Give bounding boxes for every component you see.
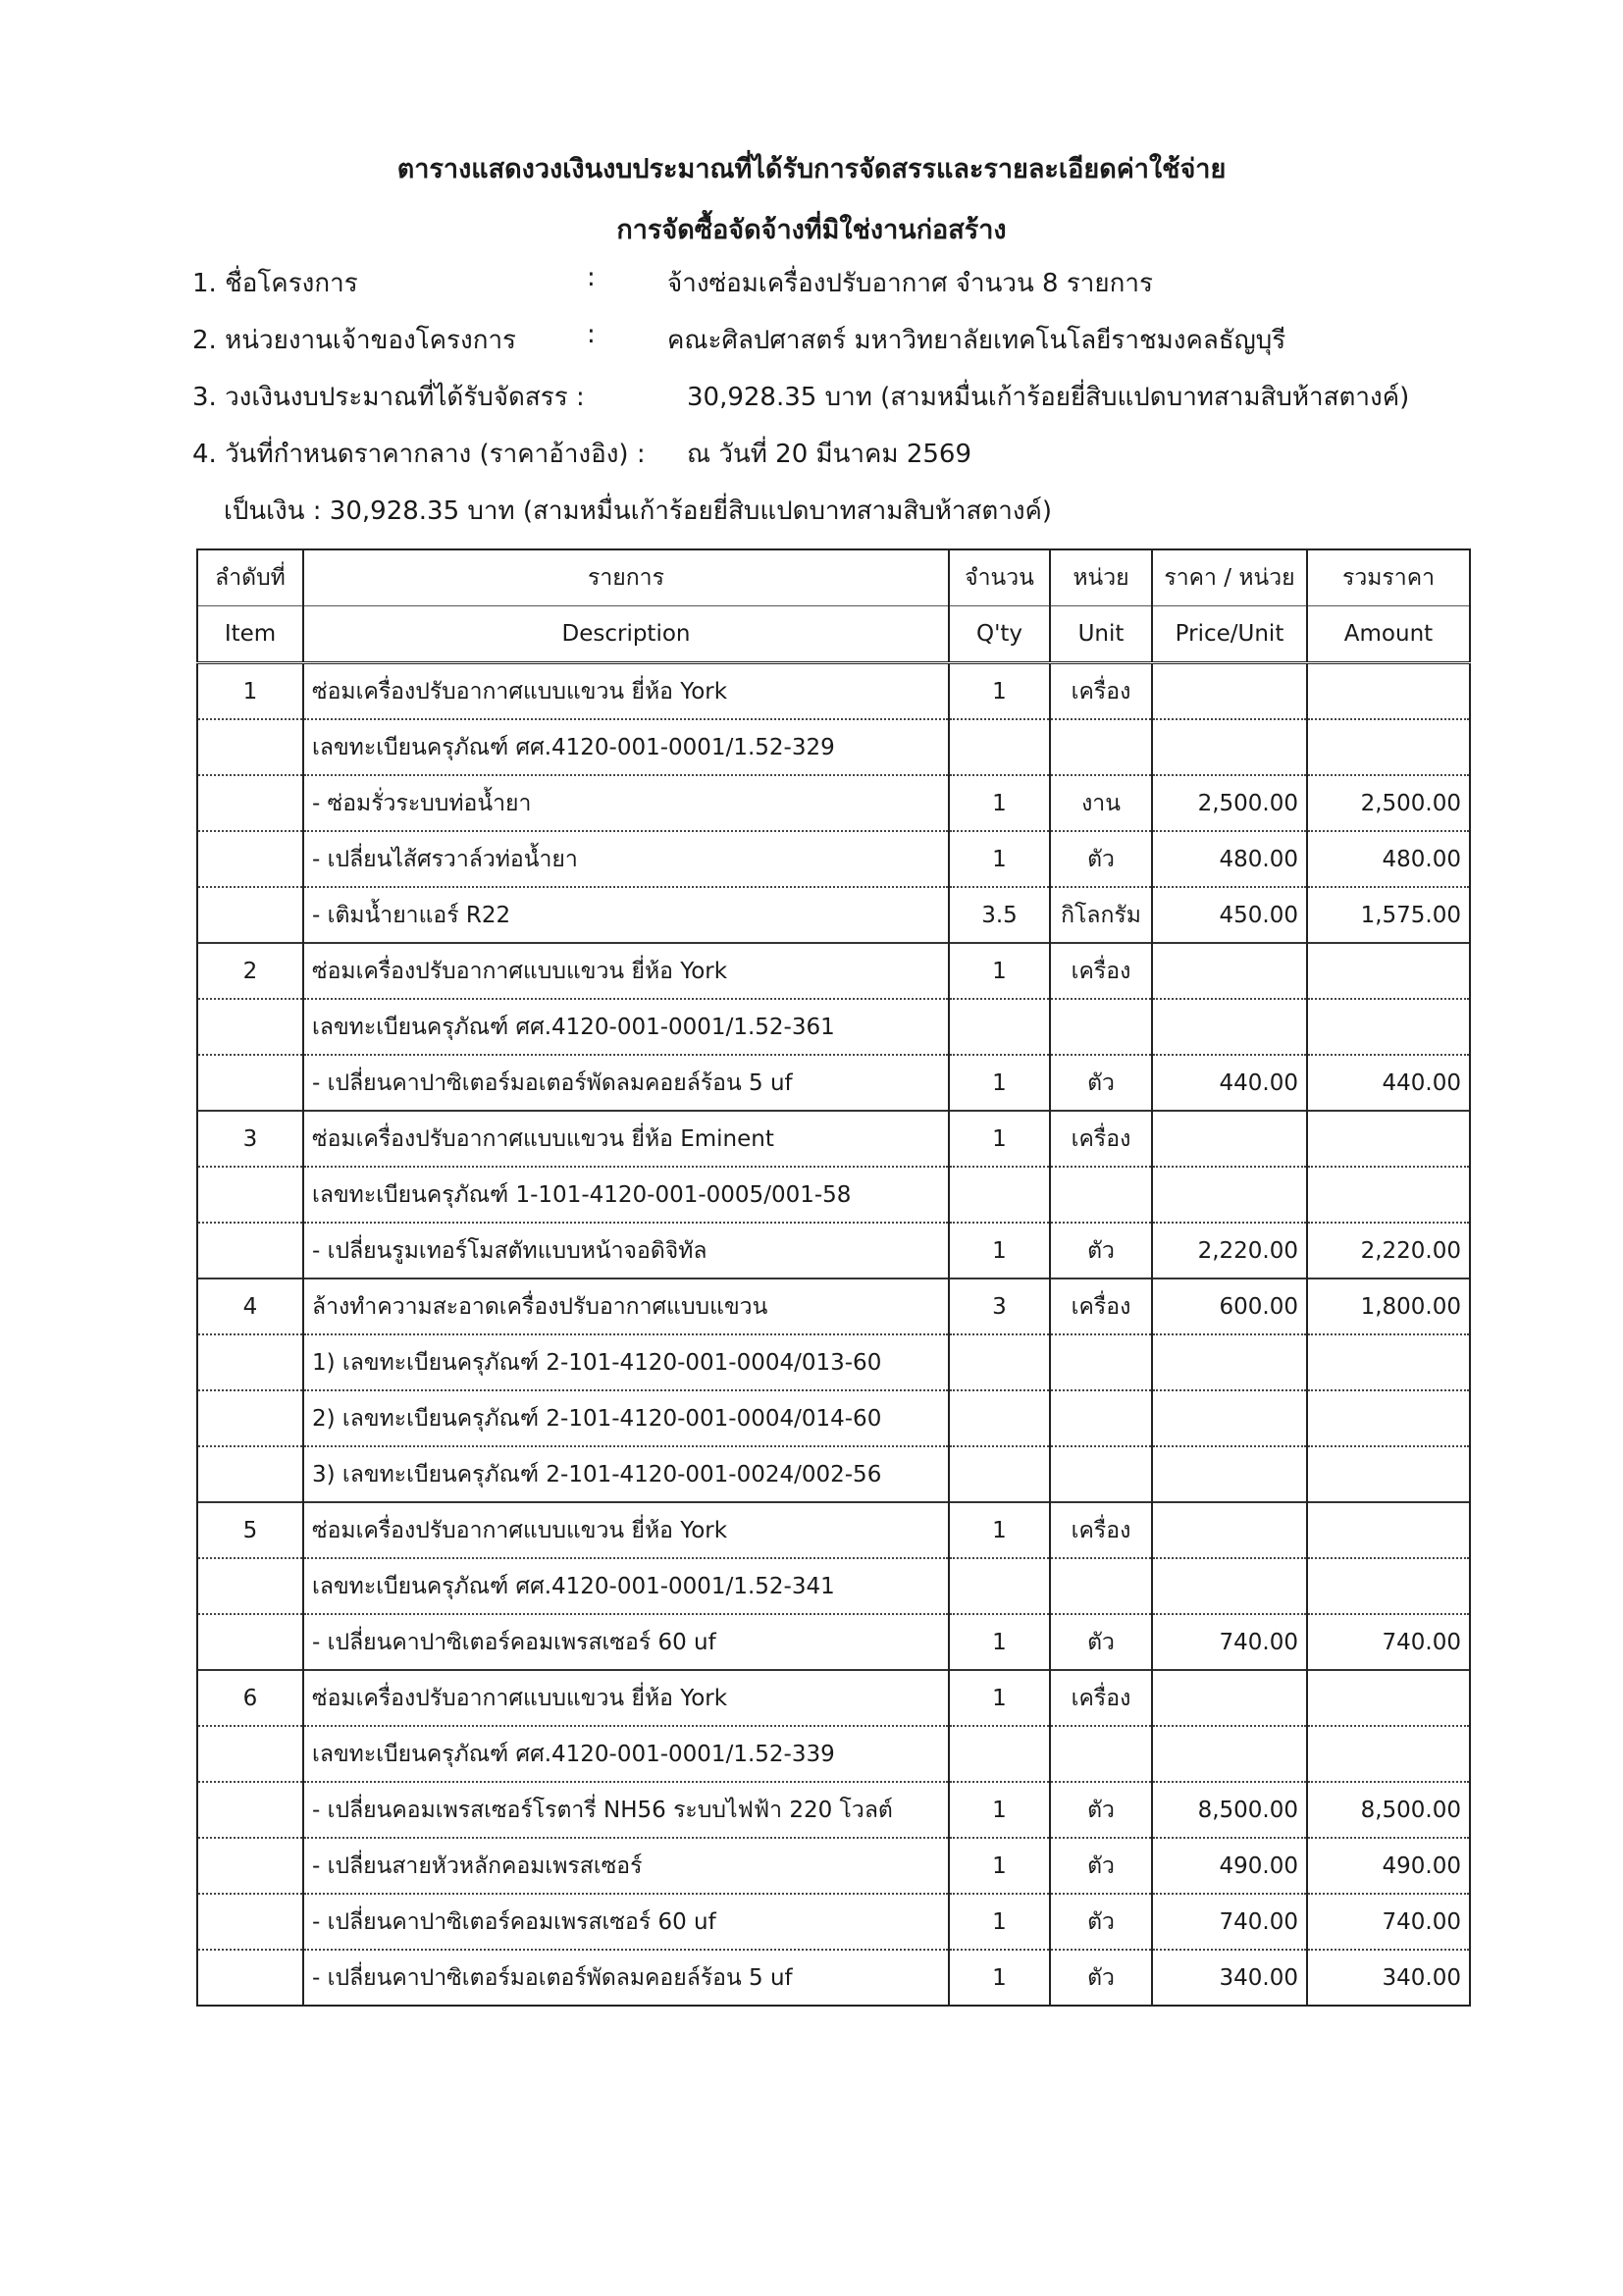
unit-cell: เครื่อง — [1050, 1278, 1152, 1334]
unit-price-cell — [1152, 719, 1307, 775]
unit-cell — [1050, 999, 1152, 1055]
quantity-cell: 1 — [949, 943, 1050, 999]
unit-cell — [1050, 1726, 1152, 1782]
quantity-cell: 3 — [949, 1278, 1050, 1334]
quantity-cell: 1 — [949, 1670, 1050, 1726]
unit-price-cell — [1152, 943, 1307, 999]
project-owner-colon: : — [587, 320, 596, 349]
item-number-cell — [197, 775, 303, 831]
table-row — [197, 1390, 1470, 1446]
unit-cell — [1050, 1167, 1152, 1223]
table-row — [197, 1111, 1470, 1167]
table-row — [197, 1223, 1470, 1278]
description-cell: - เปลี่ยนไส้ศรวาล์วท่อน้ำยา — [303, 831, 949, 887]
amount-cell — [1307, 1502, 1470, 1558]
table-row — [197, 999, 1470, 1055]
unit-cell: ตัว — [1050, 1782, 1152, 1838]
amount-cell: 480.00 — [1307, 831, 1470, 887]
unit-cell: กิโลกรัม — [1050, 887, 1152, 943]
unit-price-cell: 2,220.00 — [1152, 1223, 1307, 1278]
item-number-cell — [197, 1446, 303, 1502]
header-qty-en: Q'ty — [949, 606, 1050, 663]
unit-cell: ตัว — [1050, 1950, 1152, 2006]
description-cell: เลขทะเบียนครุภัณฑ์ ศศ.4120-001-0001/1.52-361 — [303, 999, 949, 1055]
table-row — [197, 719, 1470, 775]
item-number-cell — [197, 1223, 303, 1278]
item-number-cell — [197, 999, 303, 1055]
unit-price-cell — [1152, 1390, 1307, 1446]
unit-cell — [1050, 1390, 1152, 1446]
unit-cell: เครื่อง — [1050, 1111, 1152, 1167]
unit-cell: งาน — [1050, 775, 1152, 831]
description-cell: - เปลี่ยนคาปาซิเตอร์มอเตอร์พัดลมคอยล์ร้อน 5 uf — [303, 1950, 949, 2006]
table-row — [197, 1502, 1470, 1558]
reference-date-row — [0, 434, 1623, 473]
unit-cell: ตัว — [1050, 1838, 1152, 1894]
header-unit-th: หน่วย — [1050, 549, 1152, 606]
quantity-cell — [949, 1167, 1050, 1223]
unit-cell — [1050, 719, 1152, 775]
unit-price-cell — [1152, 1167, 1307, 1223]
header-description-en: Description — [303, 606, 949, 663]
unit-price-cell: 340.00 — [1152, 1950, 1307, 2006]
header-unit-en: Unit — [1050, 606, 1152, 663]
unit-price-cell: 480.00 — [1152, 831, 1307, 887]
project-name-row — [0, 263, 1623, 302]
quantity-cell: 1 — [949, 1782, 1050, 1838]
quantity-cell: 1 — [949, 1055, 1050, 1111]
table-row — [197, 1055, 1470, 1111]
table-row — [197, 1446, 1470, 1502]
item-number-cell — [197, 1055, 303, 1111]
unit-price-cell: 740.00 — [1152, 1614, 1307, 1670]
unit-price-cell: 490.00 — [1152, 1838, 1307, 1894]
amount-cell — [1307, 1558, 1470, 1614]
unit-price-cell — [1152, 999, 1307, 1055]
quantity-cell — [949, 1334, 1050, 1390]
amount-cell — [1307, 1390, 1470, 1446]
table-row — [197, 1950, 1470, 2006]
item-number-cell — [197, 1334, 303, 1390]
item-number-cell — [197, 887, 303, 943]
description-cell: - เปลี่ยนสายหัวหลักคอมเพรสเซอร์ — [303, 1838, 949, 1894]
table-row — [197, 1838, 1470, 1894]
table-row — [197, 943, 1470, 999]
item-number-cell — [197, 1726, 303, 1782]
unit-price-cell: 2,500.00 — [1152, 775, 1307, 831]
table-row — [197, 1614, 1470, 1670]
amount-cell — [1307, 1167, 1470, 1223]
project-name-colon: : — [587, 263, 596, 292]
amount-cell — [1307, 943, 1470, 999]
quantity-cell: 1 — [949, 1502, 1050, 1558]
item-number-cell — [197, 1390, 303, 1446]
unit-cell: ตัว — [1050, 1614, 1152, 1670]
table-row — [197, 1558, 1470, 1614]
amount-cell: 2,220.00 — [1307, 1223, 1470, 1278]
unit-price-cell — [1152, 1334, 1307, 1390]
unit-cell: ตัว — [1050, 1894, 1152, 1950]
unit-price-cell: 440.00 — [1152, 1055, 1307, 1111]
budget-row — [0, 377, 1623, 416]
quantity-cell: 1 — [949, 775, 1050, 831]
project-name-value: จ้างซ่อมเครื่องปรับอากาศ จำนวน 8 รายการ — [667, 269, 1153, 298]
description-cell: เลขทะเบียนครุภัณฑ์ ศศ.4120-001-0001/1.52-339 — [303, 1726, 949, 1782]
amount-cell — [1307, 1726, 1470, 1782]
table-row — [197, 887, 1470, 943]
unit-cell: เครื่อง — [1050, 943, 1152, 999]
table-row — [197, 1894, 1470, 1950]
unit-price-cell — [1152, 663, 1307, 720]
description-cell: 1) เลขทะเบียนครุภัณฑ์ 2-101-4120-001-0004/013-60 — [303, 1334, 949, 1390]
description-cell: เลขทะเบียนครุภัณฑ์ ศศ.4120-001-0001/1.52-329 — [303, 719, 949, 775]
quantity-cell: 1 — [949, 1111, 1050, 1167]
budget-label: 3. วงเงินงบประมาณที่ได้รับจัดสรร : — [192, 383, 585, 412]
item-number-cell: 6 — [197, 1670, 303, 1726]
quantity-cell: 1 — [949, 1950, 1050, 2006]
document-title: ตารางแสดงวงเงินงบประมาณที่ได้รับการจัดสรรและรายละเอียดค่าใช้จ่าย — [396, 154, 1227, 184]
price-breakdown-table — [196, 548, 1471, 2007]
item-number-cell — [197, 1838, 303, 1894]
table-row — [197, 831, 1470, 887]
description-cell: เลขทะเบียนครุภัณฑ์ 1-101-4120-001-0005/001-58 — [303, 1167, 949, 1223]
reference-date-value: ณ วันที่ 20 มีนาคม 2569 — [687, 440, 971, 469]
quantity-cell — [949, 1558, 1050, 1614]
quantity-cell: 1 — [949, 1614, 1050, 1670]
document-subtitle: การจัดซื้อจัดจ้างที่มิใช่งานก่อสร้าง — [616, 215, 1007, 245]
table-row — [197, 1670, 1470, 1726]
quantity-cell — [949, 719, 1050, 775]
item-number-cell: 1 — [197, 663, 303, 720]
description-cell: ซ่อมเครื่องปรับอากาศแบบแขวน ยี่ห้อ York — [303, 1502, 949, 1558]
description-cell: - เติมน้ำยาแอร์ R22 — [303, 887, 949, 943]
header-item-th: ลำดับที่ — [197, 549, 303, 606]
quantity-cell: 1 — [949, 1838, 1050, 1894]
quantity-cell: 1 — [949, 831, 1050, 887]
amount-cell: 8,500.00 — [1307, 1782, 1470, 1838]
description-cell: ซ่อมเครื่องปรับอากาศแบบแขวน ยี่ห้อ York — [303, 943, 949, 999]
unit-price-cell: 8,500.00 — [1152, 1782, 1307, 1838]
table-row — [197, 1278, 1470, 1334]
item-number-cell: 2 — [197, 943, 303, 999]
table-row — [197, 663, 1470, 720]
quantity-cell: 1 — [949, 663, 1050, 720]
amount-cell: 1,575.00 — [1307, 887, 1470, 943]
description-cell: เลขทะเบียนครุภัณฑ์ ศศ.4120-001-0001/1.52-341 — [303, 1558, 949, 1614]
quantity-cell — [949, 999, 1050, 1055]
amount-cell — [1307, 719, 1470, 775]
table-row — [197, 1726, 1470, 1782]
header-amount-en: Amount — [1307, 606, 1470, 663]
table-header-row-english — [197, 606, 1470, 663]
description-cell: - เปลี่ยนคาปาซิเตอร์คอมเพรสเซอร์ 60 uf — [303, 1614, 949, 1670]
item-number-cell — [197, 1782, 303, 1838]
unit-cell: เครื่อง — [1050, 1502, 1152, 1558]
total-amount-line: เป็นเงิน : 30,928.35 บาท (สามหมื่นเก้าร้อยยี่สิบแปดบาทสามสิบห้าสตางค์) — [224, 496, 1053, 526]
description-cell: ซ่อมเครื่องปรับอากาศแบบแขวน ยี่ห้อ Eminent — [303, 1111, 949, 1167]
item-number-cell — [197, 1894, 303, 1950]
header-item-en: Item — [197, 606, 303, 663]
unit-cell — [1050, 1446, 1152, 1502]
item-number-cell — [197, 1167, 303, 1223]
unit-price-cell — [1152, 1111, 1307, 1167]
item-number-cell — [197, 1614, 303, 1670]
unit-price-cell — [1152, 1446, 1307, 1502]
header-description-th: รายการ — [303, 549, 949, 606]
amount-cell — [1307, 1111, 1470, 1167]
unit-price-cell — [1152, 1670, 1307, 1726]
item-number-cell — [197, 1950, 303, 2006]
unit-price-cell — [1152, 1502, 1307, 1558]
amount-cell — [1307, 1670, 1470, 1726]
unit-price-cell: 740.00 — [1152, 1894, 1307, 1950]
unit-cell — [1050, 1558, 1152, 1614]
project-owner-value: คณะศิลปศาสตร์ มหาวิทยาลัยเทคโนโลยีราชมงคลธัญบุรี — [667, 326, 1286, 355]
unit-cell — [1050, 1334, 1152, 1390]
unit-price-cell: 450.00 — [1152, 887, 1307, 943]
header-amount-th: รวมราคา — [1307, 549, 1470, 606]
unit-cell: เครื่อง — [1050, 1670, 1152, 1726]
project-owner-row — [0, 320, 1623, 359]
amount-cell: 2,500.00 — [1307, 775, 1470, 831]
description-cell: ล้างทำความสะอาดเครื่องปรับอากาศแบบแขวน — [303, 1278, 949, 1334]
item-number-cell: 4 — [197, 1278, 303, 1334]
description-cell: - เปลี่ยนคาปาซิเตอร์คอมเพรสเซอร์ 60 uf — [303, 1894, 949, 1950]
amount-cell — [1307, 1334, 1470, 1390]
item-number-cell — [197, 1558, 303, 1614]
amount-cell — [1307, 1446, 1470, 1502]
item-number-cell: 3 — [197, 1111, 303, 1167]
item-number-cell: 5 — [197, 1502, 303, 1558]
table-header-row-thai — [197, 549, 1470, 606]
unit-price-cell — [1152, 1726, 1307, 1782]
project-name-label: 1. ชื่อโครงการ — [192, 269, 358, 298]
unit-cell: ตัว — [1050, 1055, 1152, 1111]
amount-cell: 340.00 — [1307, 1950, 1470, 2006]
quantity-cell — [949, 1390, 1050, 1446]
amount-cell: 740.00 — [1307, 1614, 1470, 1670]
quantity-cell: 3.5 — [949, 887, 1050, 943]
unit-cell: ตัว — [1050, 831, 1152, 887]
amount-cell: 440.00 — [1307, 1055, 1470, 1111]
quantity-cell: 1 — [949, 1894, 1050, 1950]
unit-price-cell: 600.00 — [1152, 1278, 1307, 1334]
description-cell: ซ่อมเครื่องปรับอากาศแบบแขวน ยี่ห้อ York — [303, 663, 949, 720]
description-cell: 2) เลขทะเบียนครุภัณฑ์ 2-101-4120-001-0004/014-60 — [303, 1390, 949, 1446]
unit-cell: ตัว — [1050, 1223, 1152, 1278]
budget-value: 30,928.35 บาท (สามหมื่นเก้าร้อยยี่สิบแปดบาทสามสิบห้าสตางค์) — [687, 383, 1410, 412]
description-cell: - เปลี่ยนรูมเทอร์โมสตัทแบบหน้าจอดิจิทัล — [303, 1223, 949, 1278]
table-row — [197, 1334, 1470, 1390]
project-owner-label: 2. หน่วยงานเจ้าของโครงการ — [192, 326, 517, 355]
description-cell: 3) เลขทะเบียนครุภัณฑ์ 2-101-4120-001-0024/002-56 — [303, 1446, 949, 1502]
description-cell: - ซ่อมรั่วระบบท่อน้ำยา — [303, 775, 949, 831]
quantity-cell: 1 — [949, 1223, 1050, 1278]
amount-cell — [1307, 999, 1470, 1055]
quantity-cell — [949, 1726, 1050, 1782]
quantity-cell — [949, 1446, 1050, 1502]
header-qty-th: จำนวน — [949, 549, 1050, 606]
description-cell: - เปลี่ยนคาปาซิเตอร์มอเตอร์พัดลมคอยล์ร้อน 5 uf — [303, 1055, 949, 1111]
description-cell: ซ่อมเครื่องปรับอากาศแบบแขวน ยี่ห้อ York — [303, 1670, 949, 1726]
amount-cell: 490.00 — [1307, 1838, 1470, 1894]
header-price-en: Price/Unit — [1152, 606, 1307, 663]
table-row — [197, 775, 1470, 831]
unit-cell: เครื่อง — [1050, 663, 1152, 720]
description-cell: - เปลี่ยนคอมเพรสเซอร์โรตารี่ NH56 ระบบไฟฟ้า 220 โวลต์ — [303, 1782, 949, 1838]
unit-price-cell — [1152, 1558, 1307, 1614]
table-row — [197, 1782, 1470, 1838]
header-price-th: ราคา / หน่วย — [1152, 549, 1307, 606]
item-number-cell — [197, 831, 303, 887]
reference-date-label: 4. วันที่กำหนดราคากลาง (ราคาอ้างอิง) : — [192, 440, 646, 469]
table-row — [197, 1167, 1470, 1223]
amount-cell — [1307, 663, 1470, 720]
amount-cell: 740.00 — [1307, 1894, 1470, 1950]
item-number-cell — [197, 719, 303, 775]
amount-cell: 1,800.00 — [1307, 1278, 1470, 1334]
